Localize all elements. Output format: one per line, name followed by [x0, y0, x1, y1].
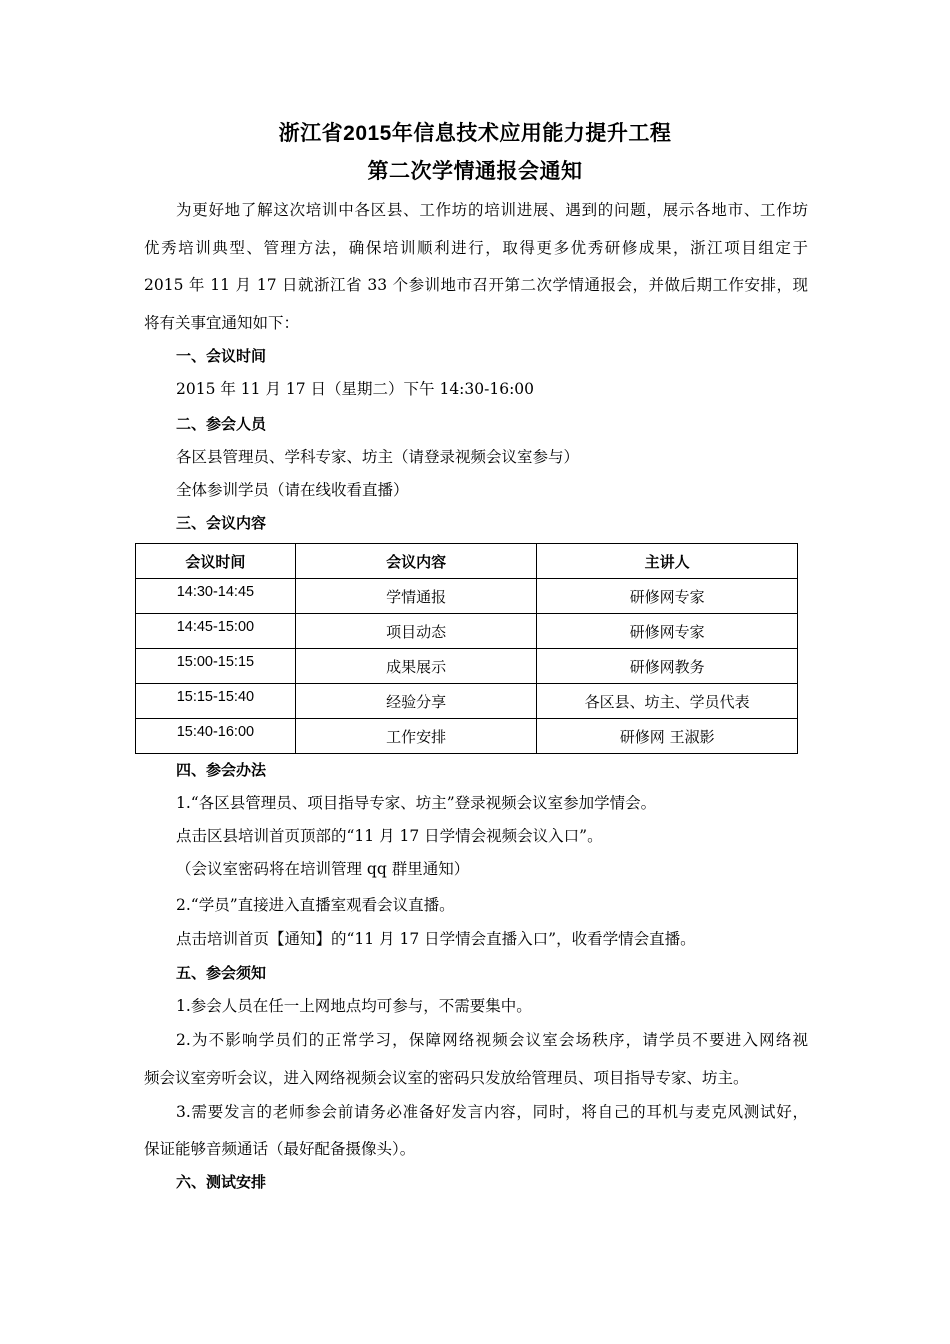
table-cell-content: 工作安排 [295, 719, 537, 754]
attendees-line: 各区县管理员、学科专家、坊主（请登录视频会议室参与） [176, 448, 580, 466]
notes-line: 保证能够音频通话（最好配备摄像头）。 [144, 1140, 416, 1158]
section-heading-agenda: 三、会议内容 [176, 514, 267, 532]
table-header-cell: 主讲人 [537, 544, 798, 579]
method-line: 1.“各区县管理员、项目指导专家、坊主”登录视频会议室参加学情会。 [176, 794, 657, 812]
intro-paragraph-line: 优秀培训典型、管理方法，确保培训顺利进行，取得更多优秀研修成果，浙江项目组定于 [144, 239, 808, 257]
table-cell-content: 项目动态 [295, 614, 537, 649]
table-row [136, 614, 798, 649]
table-cell-speaker: 各区县、坊主、学员代表 [537, 684, 798, 719]
table-row [136, 649, 798, 684]
table-cell-speaker: 研修网 王淑影 [537, 719, 798, 754]
intro-paragraph-line: 为更好地了解这次培训中各区县、工作坊的培训进展、遇到的问题，展示各地市、工作坊 [176, 201, 808, 219]
section-heading-test: 六、测试安排 [176, 1173, 267, 1191]
table-cell-content: 成果展示 [295, 649, 537, 684]
table-cell-time: 15:00-15:15 [136, 649, 296, 684]
table-row [136, 579, 798, 614]
section-heading-time: 一、会议时间 [176, 347, 267, 365]
agenda-table [135, 543, 798, 754]
table-cell-speaker: 研修网教务 [537, 649, 798, 684]
table-cell-time: 14:45-15:00 [136, 614, 296, 649]
intro-paragraph-line: 2015 年 11 月 17 日就浙江省 33 个参训地市召开第二次学情通报会，并做后期工作安排，现 [144, 276, 808, 294]
method-line: 2.“学员”直接进入直播室观看会议直播。 [176, 896, 455, 914]
section-heading-notes: 五、参会须知 [176, 964, 267, 982]
table-row [136, 719, 798, 754]
table-header-cell: 会议时间 [136, 544, 296, 579]
table-cell-time: 15:40-16:00 [136, 719, 296, 754]
notes-line: 频会议室旁听会议，进入网络视频会议室的密码只发放给管理员、项目指导专家、坊主。 [144, 1069, 749, 1087]
document-title: 浙江省2015年信息技术应用能力提升工程 [278, 122, 672, 145]
table-row [136, 684, 798, 719]
notes-line: 1.参会人员在任一上网地点均可参与，不需要集中。 [176, 997, 532, 1015]
attendees-line: 全体参训学员（请在线收看直播） [176, 481, 409, 499]
table-cell-content: 学情通报 [295, 579, 537, 614]
document-subtitle: 第二次学情通报会通知 [367, 160, 583, 183]
meeting-time-text: 2015 年 11 月 17 日（星期二）下午 14:30-16:00 [176, 380, 535, 398]
section-heading-method: 四、参会办法 [176, 761, 267, 779]
table-cell-speaker: 研修网专家 [537, 614, 798, 649]
section-heading-attendees: 二、参会人员 [176, 415, 267, 433]
method-line: 点击培训首页【通知】的“11 月 17 日学情会直播入口”，收看学情会直播。 [176, 930, 696, 948]
method-line: 点击区县培训首页顶部的“11 月 17 日学情会视频会议入口”。 [176, 827, 603, 845]
intro-paragraph-line: 将有关事宜通知如下： [144, 314, 300, 332]
table-header-cell: 会议内容 [295, 544, 537, 579]
table-header-row [136, 544, 798, 579]
method-line: （会议室密码将在培训管理 qq 群里通知） [176, 860, 470, 878]
table-cell-time: 15:15-15:40 [136, 684, 296, 719]
table-cell-time: 14:30-14:45 [136, 579, 296, 614]
notes-line: 2.为不影响学员们的正常学习，保障网络视频会议室会场秩序，请学员不要进入网络视 [176, 1031, 808, 1049]
table-cell-content: 经验分享 [295, 684, 537, 719]
notes-line: 3.需要发言的老师参会前请务必准备好发言内容，同时，将自己的耳机与麦克风测试好， [176, 1103, 808, 1121]
table-cell-speaker: 研修网专家 [537, 579, 798, 614]
